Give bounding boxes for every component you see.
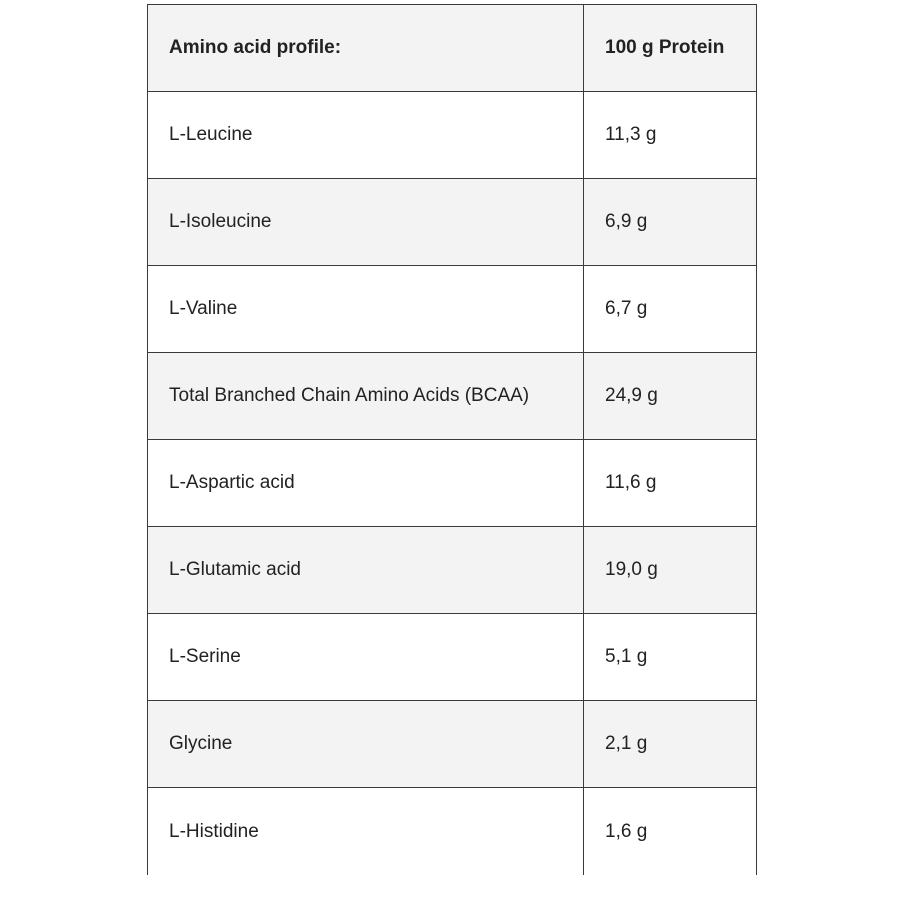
table-row (148, 179, 757, 266)
amino-acid-name: L-Leucine (148, 92, 584, 179)
table-header-row (148, 5, 757, 92)
table-row (148, 614, 757, 701)
amino-acid-name: L-Aspartic acid (148, 440, 584, 527)
table-row (148, 527, 757, 614)
header-100g-protein: 100 g Protein (584, 5, 757, 92)
table-row (148, 788, 757, 876)
table-row (148, 701, 757, 788)
amino-acid-amount: 1,6 g (584, 788, 757, 876)
table-row (148, 353, 757, 440)
amino-acid-table-container (147, 4, 756, 875)
amino-acid-amount: 2,1 g (584, 701, 757, 788)
amino-acid-name: L-Histidine (148, 788, 584, 876)
table-row (148, 92, 757, 179)
amino-acid-name: L-Isoleucine (148, 179, 584, 266)
amino-acid-name: Glycine (148, 701, 584, 788)
header-amino-acid-profile: Amino acid profile: (148, 5, 584, 92)
amino-acid-amount: 19,0 g (584, 527, 757, 614)
amino-acid-amount: 24,9 g (584, 353, 757, 440)
amino-acid-amount: 5,1 g (584, 614, 757, 701)
amino-acid-name: L-Serine (148, 614, 584, 701)
amino-acid-table (147, 4, 757, 875)
amino-acid-name: L-Glutamic acid (148, 527, 584, 614)
amino-acid-name: Total Branched Chain Amino Acids (BCAA) (148, 353, 584, 440)
table-row (148, 266, 757, 353)
amino-acid-name: L-Valine (148, 266, 584, 353)
amino-acid-amount: 6,9 g (584, 179, 757, 266)
amino-acid-amount: 11,3 g (584, 92, 757, 179)
table-row (148, 440, 757, 527)
amino-acid-amount: 6,7 g (584, 266, 757, 353)
amino-acid-amount: 11,6 g (584, 440, 757, 527)
